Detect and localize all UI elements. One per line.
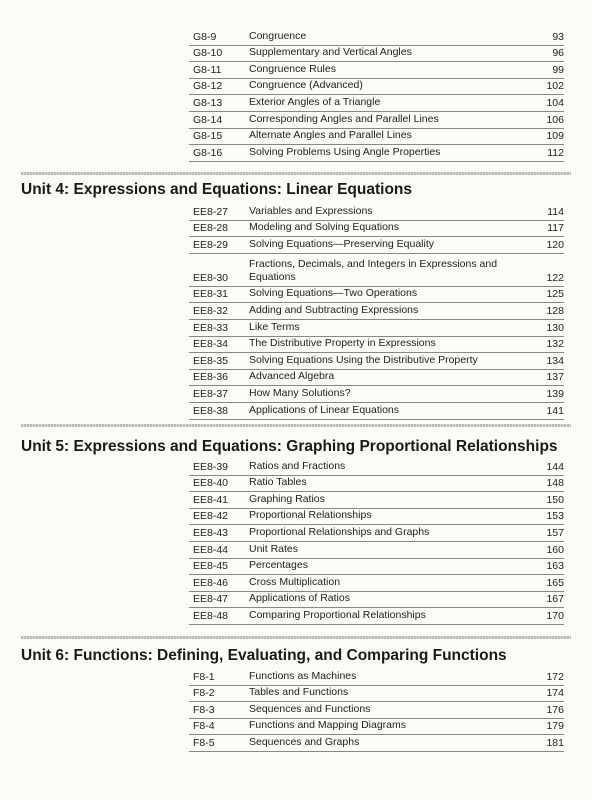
lesson-title: Sequences and Graphs — [249, 735, 360, 748]
lesson-title: The Distributive Property in Expressions — [249, 337, 436, 350]
toc-entry — [189, 320, 564, 337]
page-number: 109 — [546, 130, 564, 143]
lesson-code: G8-12 — [193, 80, 223, 93]
page-number: 163 — [546, 560, 564, 573]
toc-entry — [189, 287, 564, 304]
page-number: 139 — [546, 387, 564, 400]
toc-entry — [189, 79, 564, 96]
lesson-code: G8-11 — [193, 63, 222, 76]
toc-entry — [189, 237, 564, 254]
toc-entry — [189, 129, 564, 146]
lesson-code: G8-10 — [193, 47, 223, 60]
lesson-title: Solving Equations Using the Distributive Property — [249, 353, 478, 366]
lesson-title: Unit Rates — [249, 542, 299, 555]
lesson-title: Modeling and Solving Equations — [249, 221, 400, 234]
lesson-title: Fractions, Decimals, and Integers in Expressions and Equations — [249, 257, 498, 283]
lesson-title: Tables and Functions — [249, 686, 349, 699]
lesson-code: EE8-44 — [193, 543, 229, 556]
page-number: 150 — [546, 493, 564, 506]
page-number: 96 — [552, 47, 564, 60]
lesson-title: Functions and Mapping Diagrams — [249, 719, 406, 732]
lesson-code: EE8-39 — [193, 460, 229, 473]
lesson-code: EE8-47 — [193, 593, 229, 606]
unit-4-heading: Unit 4: Expressions and Equations: Linear Equations — [21, 181, 413, 198]
lesson-code: EE8-43 — [193, 526, 229, 539]
lesson-title: Congruence Rules — [249, 62, 336, 75]
page-number: 102 — [546, 80, 564, 93]
page-number: 112 — [547, 146, 564, 159]
page-number: 120 — [546, 238, 564, 251]
lesson-title: Comparing Proportional Relationships — [249, 608, 426, 621]
toc-entry — [189, 145, 564, 162]
page-number: 174 — [546, 687, 564, 700]
page-number: 130 — [546, 321, 564, 334]
page-number: 167 — [546, 593, 564, 606]
page-number: 134 — [546, 354, 564, 367]
lesson-code: G8-9 — [193, 30, 217, 43]
lesson-title: Solving Equations—Preserving Equality — [249, 237, 435, 250]
lesson-title: Graphing Ratios — [249, 492, 325, 505]
lesson-code: G8-15 — [193, 130, 223, 143]
page-number: 160 — [546, 543, 564, 556]
page-number: 132 — [546, 338, 564, 351]
toc-entry — [189, 492, 564, 509]
lesson-title: Applications of Linear Equations — [249, 403, 400, 416]
toc-entry — [189, 221, 564, 238]
page-number: 179 — [546, 720, 564, 733]
unit-6-entries — [189, 669, 564, 752]
lesson-code: EE8-42 — [193, 510, 229, 523]
lesson-code: EE8-46 — [193, 576, 229, 589]
lesson-title: Solving Equations—Two Operations — [249, 287, 418, 300]
lesson-code: F8-3 — [193, 703, 215, 716]
lesson-code: G8-14 — [193, 113, 223, 126]
lesson-title: Cross Multiplication — [249, 575, 341, 588]
lesson-title: Corresponding Angles and Parallel Lines — [249, 112, 439, 125]
lesson-code: EE8-38 — [193, 404, 229, 417]
lesson-code: EE8-28 — [193, 222, 229, 235]
toc-entry — [189, 403, 564, 420]
toc-entry — [189, 542, 564, 559]
toc-entry — [189, 592, 564, 609]
section-divider — [21, 424, 571, 427]
page-number: 93 — [552, 30, 564, 43]
page-number: 153 — [546, 510, 564, 523]
lesson-title: Solving Problems Using Angle Properties — [249, 145, 441, 158]
toc-entry — [189, 370, 564, 387]
lesson-title: Like Terms — [249, 320, 300, 333]
unit-3-entries — [189, 29, 564, 162]
lesson-title: Advanced Algebra — [249, 370, 335, 383]
toc-entry — [189, 686, 564, 703]
lesson-code: EE8-29 — [193, 238, 229, 251]
lesson-title: Applications of Ratios — [249, 592, 350, 605]
toc-entry — [189, 353, 564, 370]
page-number: 170 — [546, 609, 564, 622]
page-number: 104 — [546, 96, 564, 109]
toc-entry — [189, 254, 564, 287]
toc-entry — [189, 303, 564, 320]
lesson-code: G8-13 — [193, 96, 223, 109]
lesson-title: Congruence (Advanced) — [249, 79, 363, 92]
unit-5-heading: Unit 5: Expressions and Equations: Graphing Proportional Relationships — [21, 438, 558, 455]
lesson-title: Ratio Tables — [249, 476, 307, 489]
toc-entry — [189, 702, 564, 719]
toc-entry — [189, 476, 564, 493]
page-number: 165 — [546, 576, 564, 589]
page-number: 172 — [546, 670, 564, 683]
unit-6-heading: Unit 6: Functions: Defining, Evaluating, and Comparing Functions — [21, 647, 507, 664]
page-number: 148 — [546, 477, 564, 490]
page-number: 114 — [547, 205, 564, 218]
lesson-title: Congruence — [249, 29, 307, 42]
lesson-code: EE8-32 — [193, 304, 229, 317]
lesson-code: EE8-35 — [193, 354, 229, 367]
page-number: 122 — [546, 271, 564, 284]
lesson-title: Percentages — [249, 559, 308, 572]
lesson-code: EE8-41 — [193, 493, 229, 506]
lesson-code: EE8-34 — [193, 338, 229, 351]
page-number: 128 — [546, 304, 564, 317]
toc-entry — [189, 46, 564, 63]
lesson-title: Ratios and Fractions — [249, 459, 346, 472]
lesson-code: EE8-48 — [193, 609, 229, 622]
toc-entry — [189, 386, 564, 403]
unit-4-entries — [189, 204, 564, 420]
toc-entry — [189, 62, 564, 79]
page-number: 157 — [546, 526, 564, 539]
lesson-title: Adding and Subtracting Expressions — [249, 303, 419, 316]
lesson-title: Proportional Relationships and Graphs — [249, 525, 430, 538]
toc-entry — [189, 719, 564, 736]
lesson-code: EE8-30 — [193, 271, 229, 284]
page-number: 125 — [546, 288, 564, 301]
lesson-code: EE8-40 — [193, 477, 229, 490]
toc-entry — [189, 95, 564, 112]
toc-entry — [189, 559, 564, 576]
lesson-code: G8-16 — [193, 146, 223, 159]
toc-entry — [189, 337, 564, 354]
page-number: 106 — [546, 113, 564, 126]
page-number: 181 — [546, 736, 564, 749]
lesson-code: EE8-36 — [193, 371, 229, 384]
page-number: 141 — [546, 404, 564, 417]
lesson-title: Variables and Expressions — [249, 204, 373, 217]
page-number: 137 — [546, 371, 564, 384]
lesson-code: EE8-33 — [193, 321, 229, 334]
lesson-title: Functions as Machines — [249, 669, 357, 682]
section-divider — [21, 172, 571, 175]
lesson-code: F8-4 — [193, 720, 215, 733]
lesson-code: F8-2 — [193, 687, 215, 700]
lesson-code: F8-5 — [193, 736, 215, 749]
toc-entry — [189, 575, 564, 592]
toc-entry — [189, 459, 564, 476]
page-number: 176 — [546, 703, 564, 716]
toc-entry — [189, 525, 564, 542]
section-divider — [21, 636, 571, 639]
lesson-title: Sequences and Functions — [249, 702, 371, 715]
lesson-code: EE8-37 — [193, 387, 229, 400]
page-number: 117 — [547, 222, 564, 235]
unit-5-entries — [189, 459, 564, 625]
lesson-code: F8-1 — [193, 670, 215, 683]
lesson-code: EE8-31 — [193, 288, 229, 301]
toc-entry — [189, 112, 564, 129]
lesson-title: Proportional Relationships — [249, 509, 372, 522]
lesson-title: Supplementary and Vertical Angles — [249, 46, 412, 59]
toc-entry — [189, 509, 564, 526]
toc-entry — [189, 29, 564, 46]
toc-entry — [189, 204, 564, 221]
lesson-title: Alternate Angles and Parallel Lines — [249, 129, 412, 142]
lesson-title: How Many Solutions? — [249, 386, 351, 399]
toc-entry — [189, 735, 564, 752]
lesson-title: Exterior Angles of a Triangle — [249, 95, 381, 108]
lesson-code: EE8-45 — [193, 560, 229, 573]
page-number: 99 — [552, 63, 564, 76]
toc-entry — [189, 669, 564, 686]
lesson-code: EE8-27 — [193, 205, 229, 218]
toc-entry — [189, 608, 564, 625]
page-number: 144 — [546, 460, 564, 473]
